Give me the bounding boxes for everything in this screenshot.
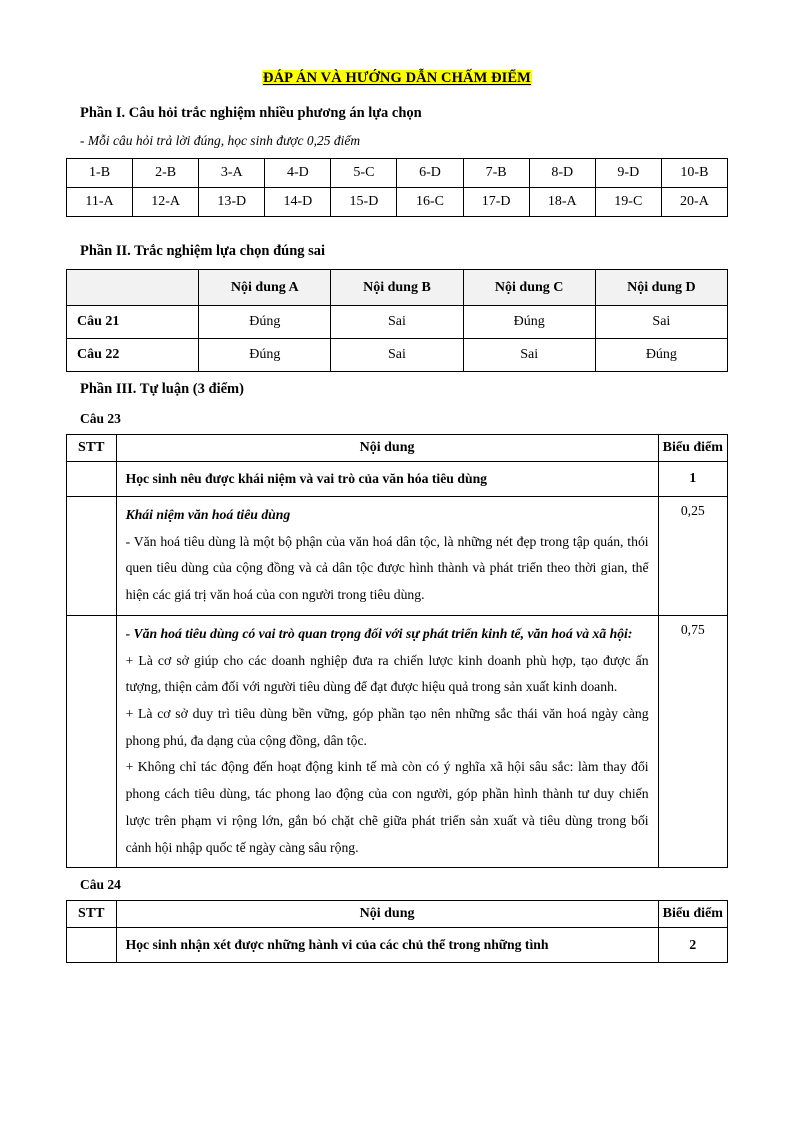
answer-cell: 6-D [397, 159, 463, 188]
score-cell: 0,75 [658, 615, 727, 867]
tf-cell: Sai [331, 339, 463, 372]
content-subtitle: - Văn hoá tiêu dùng có vai trò quan trọng đối với sự phát triển kinh tế, văn hoá và xã hội: [125, 625, 633, 641]
column-header-c: Nội dung C [463, 270, 595, 306]
column-header-b: Nội dung B [331, 270, 463, 306]
column-header-stt: STT [67, 901, 117, 928]
answer-cell: 8-D [529, 159, 595, 188]
column-header-bieudiem: Biểu điểm [658, 435, 727, 462]
table-row [67, 339, 728, 372]
table-row [67, 615, 728, 867]
answer-cell: 2-B [133, 159, 199, 188]
page-title-text: ĐÁP ÁN VÀ HƯỚNG DẪN CHẤM ĐIỂM [263, 70, 531, 86]
table-header-row [67, 435, 728, 462]
tf-cell: Đúng [463, 306, 595, 339]
q24-answer-table [66, 900, 728, 963]
content-cell [116, 928, 658, 963]
content-cell [116, 496, 658, 615]
content-cell [116, 462, 658, 497]
answer-cell: 9-D [595, 159, 661, 188]
column-header-a: Nội dung A [199, 270, 331, 306]
row-label: Câu 21 [67, 306, 199, 339]
tf-cell: Đúng [199, 339, 331, 372]
answer-cell: 4-D [265, 159, 331, 188]
answer-cell: 17-D [463, 188, 529, 217]
table-row [67, 496, 728, 615]
content-subtitle: Khái niệm văn hoá tiêu dùng [125, 506, 291, 522]
part2-heading: Phần II. Trắc nghiệm lựa chọn đúng sai [80, 243, 326, 259]
answer-cell: 15-D [331, 188, 397, 217]
content-cell [116, 615, 658, 867]
stt-cell [67, 615, 117, 867]
answer-cell: 14-D [265, 188, 331, 217]
answer-cell: 18-A [529, 188, 595, 217]
column-header-bieudiem: Biểu điểm [658, 901, 727, 928]
part1-note: - Mỗi câu hỏi trả lời đúng, học sinh được 0,25 điểm [80, 133, 361, 148]
q23-answer-table [66, 434, 728, 868]
column-header-stt: STT [67, 435, 117, 462]
table-header-row [67, 901, 728, 928]
table-header-row [67, 270, 728, 306]
content-title: Học sinh nhận xét được những hành vi của các chủ thể trong những tình [125, 937, 549, 953]
part1-answer-table [66, 158, 728, 217]
table-row [67, 928, 728, 963]
tf-cell: Đúng [595, 339, 727, 372]
answer-cell: 5-C [331, 159, 397, 188]
part3-heading: Phần III. Tự luận (3 điểm) [80, 381, 244, 397]
part1-heading: Phần I. Câu hỏi trắc nghiệm nhiều phương án lựa chọn [80, 105, 422, 121]
score-cell: 0,25 [658, 496, 727, 615]
part2-truefalse-table [66, 269, 728, 372]
column-header-blank [67, 270, 199, 306]
stt-cell [67, 496, 117, 615]
column-header-noidung: Nội dung [116, 901, 658, 928]
answer-cell: 16-C [397, 188, 463, 217]
answer-cell: 12-A [133, 188, 199, 217]
answer-cell: 13-D [199, 188, 265, 217]
content-paragraph: + Không chỉ tác động đến hoạt động kinh tế mà còn có ý nghĩa xã hội sâu sắc: làm thay đổi phong cách tiêu dùng, tác phong lao động của con người, góp phần hình thành tư duy chiến lược trên phạm vi rộng lớn, gắn bó chặt chẽ giữa phát triển sản xuất và tiêu dùng trong bối cảnh hội nhập quốc tế ngày càng sâu rộng. [125, 759, 649, 855]
score-cell: 2 [658, 928, 727, 963]
table-row [67, 462, 728, 497]
column-header-noidung: Nội dung [116, 435, 658, 462]
answer-cell: 10-B [661, 159, 727, 188]
column-header-d: Nội dung D [595, 270, 727, 306]
answer-cell: 3-A [199, 159, 265, 188]
table-row [67, 188, 728, 217]
content-paragraph: + Là cơ sở duy trì tiêu dùng bền vững, góp phần tạo nên những sắc thái văn hoá ngày càng phong phú, đa dạng của cộng đồng, dân tộc. [125, 705, 649, 748]
q23-label: Câu 23 [80, 411, 121, 426]
answer-cell: 7-B [463, 159, 529, 188]
table-row [67, 306, 728, 339]
row-label: Câu 22 [67, 339, 199, 372]
table-row [67, 159, 728, 188]
tf-cell: Sai [595, 306, 727, 339]
answer-cell: 11-A [67, 188, 133, 217]
tf-cell: Sai [463, 339, 595, 372]
answer-cell: 20-A [661, 188, 727, 217]
score-cell: 1 [658, 462, 727, 497]
q24-label: Câu 24 [80, 877, 121, 893]
content-title: Học sinh nêu được khái niệm và vai trò của văn hóa tiêu dùng [125, 471, 488, 486]
content-paragraph: + Là cơ sở giúp cho các doanh nghiệp đưa ra chiến lược kinh doanh phù hợp, tạo được ấn tượng, thiện cảm đối với người tiêu dùng để đạt được hiệu quả trong sản xuất kinh doanh. [125, 652, 649, 695]
tf-cell: Sai [331, 306, 463, 339]
answer-cell: 1-B [67, 159, 133, 188]
answer-cell: 19-C [595, 188, 661, 217]
stt-cell [67, 928, 117, 963]
tf-cell: Đúng [199, 306, 331, 339]
page-title [66, 70, 728, 87]
stt-cell [67, 462, 117, 497]
content-paragraph: - Văn hoá tiêu dùng là một bộ phận của văn hoá dân tộc, là những nét đẹp trong tập quán, thói quen tiêu dùng của cộng đồng và cả dân tộc được hình thành và phát triển theo thời gian, thể hiện các giá trị văn hoá của con người trong tiêu dùng. [125, 533, 649, 603]
